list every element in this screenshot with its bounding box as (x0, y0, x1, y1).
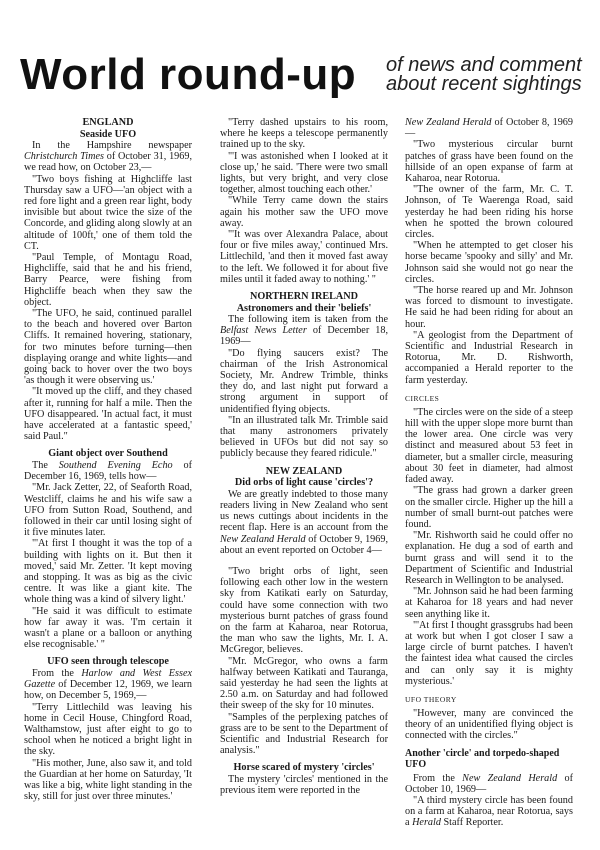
column-3 (405, 117, 573, 829)
page-subtitle (386, 56, 586, 94)
article-paragraph: "'I was astonished when I looked at it close up,' he said. 'There were two small lights, but very bright, and very close together, almost touching each other.' (220, 150, 388, 196)
article-paragraph: "The grass had grown a darker green on the smaller circle. Higher up the hill a number of small burnt-out patches were found. (405, 485, 573, 530)
subhead-ufo-theory: UFO THEORY (405, 694, 457, 704)
article-paragraph: "The horse reared up and Mr. Johnson was forced to dismount to investigate. He said he had been riding for about an hour. (405, 285, 573, 330)
source-title: Herald (412, 817, 441, 829)
article-paragraph: In the Hampshire newspaper Christchurch Times of October 31, 1969, we read how, on October 23,— (24, 140, 192, 174)
source-title: Southend Evening Echo (58, 459, 173, 471)
source-title: Harlow and West Essex Gazette (24, 667, 192, 691)
article-paragraph: "The circles were on the side of a steep hill with the upper slope more burnt than the lower area. One circle was very distinct and measured about 53 feet in diameter, but a smaller circle, measuring about 30 feet in diameter, had almost faded away. (405, 406, 573, 486)
article-paragraph: We are greatly indebted to those many readers living in New Zealand who sent us news cuttings about incidents in the recent flap. Here is an account from the New Zealand Herald of October 9, 1969, about an event reported on October 4— (220, 488, 388, 556)
article-paragraph: "'It was over Alexandra Palace, about four or five miles away,' continued Mrs. Littlechild, 'and then it moved fast away to the left. We followed it for about five miles until it faded away to nothing.' " (220, 229, 388, 285)
section-country-england: ENGLAND (82, 117, 134, 128)
article-paragraph: The Southend Evening Echo of December 16, 1969, tells how— (24, 459, 192, 483)
article-paragraph: "The UFO, he said, continued parallel to the beach and hovered over Barton Cliffs. It remained hovering, stationary, for two minutes before turning—then displaying orange and white lights—and going back to hover over the two boys 'as though it were observing us.' (24, 308, 192, 387)
headline-orbs-of-light: Did orbs of light cause 'circles'? (234, 477, 374, 489)
article-paragraph: "The owner of the farm, Mr. C. T. Johnson, of Te Waerenga Road, said yesterday he had been riding his horse when he spotted the brown coloured circles. (405, 184, 573, 241)
article-paragraph: "'At first I thought it was the top of a building with lights on it. But then it moved,' said Mr. Zetter. 'It kept moving and stopping. It was as big as the civic centre. It was like a giant kite. The whole thing was a kind of silvery light.' (24, 538, 192, 606)
page-title: World round-up (20, 50, 357, 99)
section-country-northern-ireland: NORTHERN IRELAND (249, 291, 359, 303)
column-1 (24, 117, 192, 802)
article-paragraph: The mystery 'circles' mentioned in the previous item were reported in the (220, 773, 388, 797)
column-2 (220, 117, 388, 796)
source-title: Christchurch Times (24, 151, 104, 163)
article-paragraph: "Mr. Jack Zetter, 22, of Seaforth Road, Westcliff, claims he and his wife saw a UFO from Sutton Road, Southend, and followed in their car until losing sight of it five minutes later. (24, 482, 192, 539)
article-paragraph: "He said it was difficult to estimate how far away it was. 'I'm certain it wasn't a plane or a balloon or anything else recognisable.' " (24, 605, 192, 651)
article-paragraph: "However, many are convinced the theory of an unidentified flying object is connected with the circles." (405, 707, 573, 742)
article-paragraph: "While Terry came down the stairs again his mother saw the UFO move away. (220, 195, 388, 229)
article-paragraph: "Paul Temple, of Montagu Road, Highcliffe, said that he and his friend, Barry Pearce, were fishing from Highcliffe beach when they saw the object. (24, 252, 192, 308)
article-paragraph: "His mother, June, also saw it, and told the Guardian at her home on Saturday, 'It was like a big, white light standing in the sky, still for just over three minutes.' (24, 757, 192, 803)
article-paragraph: "A geologist from the Department of Scientific and Industrial Research in Rotorua, Mr. D. Rishworth, accompanied a Herald reporter to the farm yesterday. (405, 329, 573, 386)
headline-southend: Giant object over Southend (48, 448, 168, 460)
article-paragraph: "Mr. Johnson said he had been farming at Kaharoa for 18 years and had never seen anything like it. (405, 586, 573, 620)
source-title: New Zealand Herald (220, 533, 306, 545)
article-paragraph: "When he attempted to get closer his horse became 'spooky and silly' and Mr. Johnson said she would not go near the circles. (405, 240, 573, 285)
article-paragraph: "'At first I thought grassgrubs had been at work but when I got closer I saw a large circle of burnt patches. I haven't the faintest idea what caused the circles and can only say it is mighty mysterious.' (405, 619, 573, 687)
article-paragraph: "It moved up the cliff, and they chased after it, running for half a mile. Then the UFO disappeared. 'In actual fact, it must have accelerated at a fantastic speed,' said Paul." (24, 386, 192, 443)
headline-seaside-ufo: Seaside UFO (79, 128, 137, 140)
article-paragraph: "Two boys fishing at Highcliffe last Thursday saw a UFO—'an object with a red fore light and a green rear light, body invisible but about twice the size of the Concorde, and gliding along slowly at an altitude of 100ft,' one of them told the CT. (24, 173, 192, 252)
article-paragraph: "Mr. McGregor, who owns a farm halfway between Katikati and Tauranga, said yesterday he had seen the lights at 2.50 a.m. on Saturday and had followed their sweep of the sky for 10 minutes. (220, 655, 388, 712)
article-paragraph: "In an illustrated talk Mr. Trimble said that many astronomers privately believed in UFOs but did not say so publicly because they feared ridicule." (220, 414, 388, 460)
headline-torpedo-ufo: Another 'circle' and torpedo-shaped UFO (405, 747, 560, 771)
article-paragraph: New Zealand Herald of October 8, 1969— (405, 117, 573, 140)
section-country-new-zealand: NEW ZEALAND (265, 465, 343, 477)
article-paragraph: From the Harlow and West Essex Gazette of December 12, 1969, we learn how, on December 5, 1969,— (24, 667, 192, 702)
headline-astronomers: Astronomers and their 'beliefs' (236, 302, 372, 314)
subhead-circles: CIRCLES (405, 393, 440, 403)
article-paragraph: "Mr. Rishworth said he could offer no explanation. He dug a sod of earth and burnt grass and will send it to the Department of Scientific and Industrial Research in Wellington to be analysed. (405, 530, 573, 586)
source-title: New Zealand Herald (462, 772, 558, 784)
article-paragraph: "Do flying saucers exist? The chairman of the Irish Astronomical Society, Mr. Andrew Trimble, thinks they do, and last night put forward a strong argument in support of unidentified flying objects. (220, 347, 388, 415)
source-title: Belfast News Letter (220, 325, 307, 337)
article-paragraph: From the New Zealand Herald of October 10, 1969— (405, 772, 573, 795)
article-paragraph: "Two mysterious circular burnt patches of grass have been found on the hillside of an open expanse of farm at Kaharoa, near Rotorua. (405, 139, 573, 185)
source-title: New Zealand Herald (405, 117, 492, 128)
subtitle-line-2: about recent sightings (386, 73, 582, 95)
headline-horse-scared: Horse scared of mystery 'circles' (233, 762, 375, 774)
article-paragraph: "Samples of the perplexing patches of grass are to be sent to the Department of Scientific and Industrial Research for analysis." (220, 711, 388, 757)
headline-telescope: UFO seen through telescope (47, 656, 169, 668)
article-paragraph: The following item is taken from the Belfast News Letter of December 18, 1969— (220, 314, 388, 348)
article-paragraph: "Terry Littlechild was leaving his home in Cecil House, Chingford Road, Walthamstow, just after eight to go to school when he noticed a bright light in the sky. (24, 701, 192, 758)
article-paragraph: "A third mystery circle has been found on a farm at Kaharoa, near Rotorua, says a Herald Staff Reporter. (405, 794, 573, 829)
subtitle-line-1: of news and comment (386, 54, 582, 76)
article-paragraph: "Two bright orbs of light, seen following each other low in the western sky from Katikati early on Saturday, could have some connection with two mysterious burnt patches of grass found on the farm at Kaharoa, near Rotorua, the man who saw the lights, Mr. I. A. McGregor, believes. (220, 565, 388, 656)
article-paragraph: "Terry dashed upstairs to his room, where he keeps a telescope permanently trained up to the sky. (220, 117, 388, 151)
